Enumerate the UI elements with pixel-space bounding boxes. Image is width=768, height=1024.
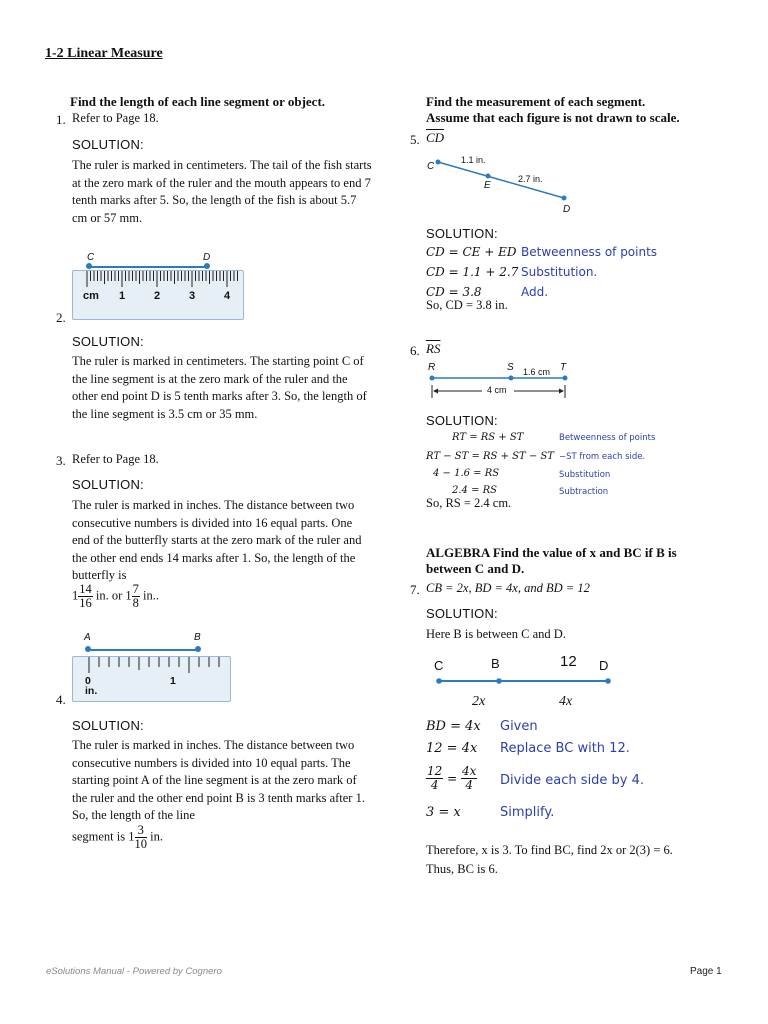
problem-7-here: Here B is between C and D. (426, 627, 566, 641)
answer-end-text: in. (150, 829, 163, 844)
p6-step-2-math: RT − ST = RS + ST − ST (426, 451, 554, 462)
problem-7-prompt: CB = 2x, BD = 4x, and BD = 12 (426, 581, 590, 595)
answer-whole-2: 1 (125, 588, 132, 603)
fraction-denominator: 4 (430, 778, 439, 792)
problem-3-text: The ruler is marked in inches. The distance between two consecutive numbers is divided into 16 equal parts. One end of the butterfly starts at the zero mark of the ruler and the other end ends 14 marks after 1. So, the length of the butterfly is (72, 498, 362, 583)
length-ed: 2.7 in. (518, 174, 543, 184)
problem-5-solution-label: SOLUTION: (426, 226, 498, 241)
segment-cd (89, 266, 207, 268)
problem-3-solution-label: SOLUTION: (72, 477, 144, 492)
label-e: E (484, 180, 491, 191)
ruler-inch-figure (72, 632, 237, 702)
problem-1-number: 1. (56, 112, 66, 127)
label-c: C (434, 658, 444, 673)
inch-tick-1: 1 (170, 675, 176, 687)
p6-step-4-math: 2.4 = RS (452, 485, 498, 496)
p6-step-1-math: RT = RS + ST (452, 432, 524, 443)
problem-6-number: 6. (410, 343, 420, 358)
answer-mid-text: in. or (95, 588, 123, 603)
p5-step-2-reason: Substitution. (521, 265, 598, 279)
label-t: T (560, 362, 567, 373)
label-s: S (507, 362, 514, 373)
problem-2-solution-label: SOLUTION: (72, 334, 144, 349)
page-title: 1-2 Linear Measure (45, 46, 163, 61)
fraction-denominator: 10 (134, 837, 147, 851)
p5-step-1-reason: Betweenness of points (521, 245, 658, 259)
problem-4-solution-label: SOLUTION: (72, 718, 144, 733)
label-d: D (563, 204, 571, 215)
answer-end-text: in.. (143, 588, 159, 603)
label-4x: 4x (559, 694, 573, 709)
point-b-dot (195, 646, 201, 652)
fraction-3-10 (135, 824, 148, 851)
problem-3-prompt: Refer to Page 18. (72, 452, 159, 466)
dimension-arrow-right (559, 389, 564, 394)
problem-2-text: The ruler is marked in centimeters. The starting point C of the line segment is at the zero mark of the ruler and the other end point D is 5 tenth marks after 3. So, the length of the line segment is 3.5 cm or 35 mm. (72, 354, 367, 421)
cm-tick-1: 1 (119, 290, 126, 302)
point-d-dot (562, 196, 567, 201)
problem-5-conclusion: So, CD = 3.8 in. (426, 298, 508, 312)
length-st: 1.6 cm (523, 367, 551, 377)
p6-step-1-reason: Betweenness of points (559, 433, 656, 443)
point-t-dot (563, 376, 568, 381)
answer-lead-text: segment is (72, 829, 126, 844)
problem-5-segment: $\overline{CD}$ (426, 130, 445, 145)
problem-5-number: 5. (410, 132, 420, 147)
algebra-heading-1: ALGEBRA Find the value of x and BC if B is (426, 545, 677, 560)
p5-step-3-reason: Add. (521, 285, 549, 299)
problem-1-text: The ruler is marked in centimeters. The tail of the fish starts at the zero mark of the ruler and the mouth appears to end 7 tenth marks after 5. So, the length of the fish is about 5.7 cm or 57 mm. (72, 158, 372, 225)
p5-step-3-math: CD = 3.8 (426, 285, 482, 299)
cm-tick-4: 4 (224, 290, 231, 302)
point-b-label: B (194, 632, 201, 643)
fraction-denominator: 4 (465, 778, 474, 792)
p7-step-4-reason: Simplify. (500, 805, 555, 820)
inch-unit-label: in. (85, 685, 98, 697)
fraction-4x-4 (461, 765, 477, 792)
p5-step-1-math: CD = CE + ED (426, 245, 517, 259)
answer-whole: 1 (128, 829, 135, 844)
right-heading-2: Assume that each figure is not drawn to scale. (426, 110, 680, 125)
label-d: D (599, 658, 609, 673)
problem-7-figure (434, 674, 614, 688)
fraction-numerator: 4x (462, 764, 477, 778)
problem-1-solution-label: SOLUTION: (72, 137, 144, 152)
problem-3-answer (72, 583, 159, 610)
fraction-12-4 (426, 765, 443, 792)
problem-7-solution-label: SOLUTION: (426, 606, 498, 621)
cm-ruler (72, 270, 244, 320)
cm-tick-3: 3 (189, 290, 196, 302)
p6-step-3-reason: Substitution (559, 470, 611, 480)
fraction-numerator: 14 (79, 582, 92, 596)
problem-7-conclusion-2: Thus, BC is 6. (426, 862, 498, 876)
label-2x: 2x (472, 694, 486, 709)
p6-step-3-math: 4 − 1.6 = RS (433, 468, 500, 479)
label-b: B (491, 656, 500, 671)
problem-4-text: The ruler is marked in inches. The distance between two consecutive numbers is divided into 10 equal parts. The starting point A of the line segment is at the zero mark of the ruler and the other end point B is 3 tenth marks after 1. So, the length of the line (72, 738, 365, 823)
answer-whole-1: 1 (72, 588, 79, 603)
point-c-dot (86, 263, 92, 269)
problem-6-segment: $\overline{RS}$ (426, 341, 441, 356)
problem-5-figure (424, 150, 584, 218)
point-s-dot (509, 376, 514, 381)
problem-7-conclusion-1: Therefore, x is 3. To find BC, find 2x or 2(3) = 6. (426, 843, 673, 857)
p5-step-2-math: CD = 1.1 + 2.7 (426, 265, 519, 279)
p7-step-3-reason: Divide each side by 4. (500, 773, 645, 788)
problem-4-answer (72, 824, 163, 851)
fraction-7-8 (132, 583, 140, 610)
ruler-cm-figure (72, 250, 247, 322)
p7-step-1-math: BD = 4x (426, 719, 481, 734)
cm-unit-label: cm (83, 290, 99, 302)
fraction-numerator: 7 (132, 582, 139, 596)
p7-step-4-math: 3 = x (426, 805, 461, 820)
footer-credit: eSolutions Manual - Powered by Cognero (46, 966, 222, 977)
algebra-heading-2: between C and D. (426, 561, 525, 576)
label-c: C (427, 161, 435, 172)
point-b-dot (496, 678, 502, 684)
inch-ruler (72, 656, 231, 702)
problem-7-number: 7. (410, 582, 420, 597)
point-c-label: C (87, 252, 95, 263)
p7-step-2-math: 12 = 4x (426, 741, 478, 756)
label-r: R (428, 362, 436, 373)
point-a-label: A (84, 632, 91, 643)
problem-4-number: 4. (56, 692, 66, 707)
length-rt: 4 cm (487, 385, 507, 395)
fraction-denominator: 8 (132, 596, 139, 610)
label-12: 12 (560, 653, 577, 670)
right-heading-1: Find the measurement of each segment. (426, 94, 646, 109)
point-e-dot (486, 174, 491, 179)
dimension-arrow-left (433, 389, 438, 394)
fraction-14-16 (78, 583, 93, 610)
inch-zero-label: 0 (85, 675, 91, 687)
p7-step-2-reason: Replace BC with 12. (500, 741, 630, 756)
page-number: Page 1 (690, 966, 722, 977)
segment-cd-line (438, 162, 564, 198)
fraction-numerator: 3 (135, 824, 148, 838)
p6-step-4-reason: Subtraction (559, 487, 609, 497)
cm-tick-2: 2 (154, 290, 161, 302)
p7-step-3-math: $\frac{12}{4}$ = $\frac{4x}{4}$ (427, 764, 477, 792)
problem-6-conclusion: So, RS = 2.4 cm. (426, 496, 512, 510)
problem-1-prompt: Refer to Page 18. (72, 111, 159, 125)
p6-step-2-reason: −ST from each side. (559, 452, 646, 462)
point-a-dot (85, 646, 91, 652)
fraction-numerator: 12 (427, 764, 443, 778)
length-ce: 1.1 in. (461, 155, 486, 165)
point-d-dot (204, 263, 210, 269)
segment-ab (88, 649, 198, 651)
problem-2-number: 2. (56, 310, 66, 325)
point-r-dot (430, 376, 435, 381)
point-d-label: D (203, 252, 211, 263)
point-c-dot (436, 160, 441, 165)
point-d-dot (605, 678, 611, 684)
problem-6-solution-label: SOLUTION: (426, 413, 498, 428)
left-heading: Find the length of each line segment or object. (70, 94, 326, 109)
problem-3-number: 3. (56, 453, 66, 468)
point-c-dot (436, 678, 442, 684)
p7-step-1-reason: Given (500, 719, 538, 734)
fraction-denominator: 16 (79, 596, 92, 610)
